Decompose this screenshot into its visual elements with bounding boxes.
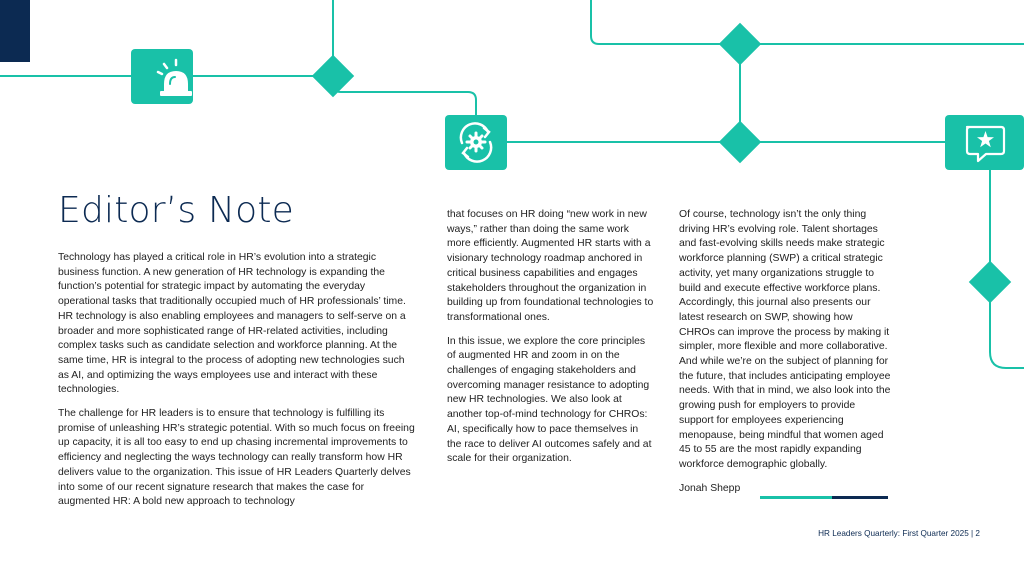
diamond-node	[719, 23, 761, 65]
signature: Jonah Shepp	[679, 482, 741, 494]
paragraph: Technology has played a critical role in HR’s evolution into a strategic business function. A new generation of HR technology is expanding the function’s potential for strategic impact by automating the everyday operational tasks that traditionally occupied much of HR professionals’ time. HR technology is also enabling employees and managers to self-serve on a broader and more sophisticated range of HR-related activities, including complex tasks such as candidate selection and workforce planning. At the same time, HR is integral to the process of adopting new technologies such as AI, and optimizing the ways employees use and interact with these technologies.	[58, 252, 406, 396]
page-title: Editor’s Note	[58, 190, 295, 231]
signature-accent-bar	[760, 496, 888, 499]
corner-accent-block	[0, 0, 30, 62]
paragraph: In this issue, we explore the core principles of augmented HR and zoom in on the challenges of engaging stakeholders and overcoming manager resistance to adopting new HR technologies. We also look at another top-of-mind technology for CHROs: AI, specifically how to pace themselves in the race to deliver AI outcomes safely and at scale for their organization.	[447, 335, 652, 465]
text-column-3	[679, 208, 891, 505]
page-footer: HR Leaders Quarterly: First Quarter 2025 | 2	[818, 529, 980, 538]
diamond-node	[719, 121, 761, 163]
text-column-1	[58, 251, 418, 519]
paragraph: The challenge for HR leaders is to ensure that technology is fulfilling its promise of unleashing HR’s strategic potential. With so much focus on freeing up capacity, it is all too easy to end up chasing incremental improvements to efficiency and neglecting the ways technology can really transform how HR delivers value to the organization. This issue of HR Leaders Quarterly delves into some of our recent signature research that makes the case for augmented HR: A bold new approach to technology	[58, 408, 415, 508]
network-line	[990, 142, 1024, 368]
paragraph: that focuses on HR doing “new work in new ways,” rather than doing the same work more efficiently. Augmented HR starts with a visionary technology roadmap anchored in critical business capabilities and engages stakeholders throughout the organization in building up from foundational technologies to transformational ones.	[447, 209, 654, 323]
paragraph: Of course, technology isn’t the only thing driving HR’s evolving role. Talent shortages and fast-evolving skills needs make strategic workforce planning (SWP) a critical strategic activity, yet many organizations struggle to build and execute effective workforce plans. Accordingly, this journal also presents our latest research on SWP, showing how CHROs can improve the process by making it simpler, more flexible and more collaborative. And while we’re on the subject of planning for the future, that includes anticipating employee needs. With that in mind, we also look into the growing push for employers to provide support for employees experiencing menopause, being mindful that women aged 45 to 55 are the most rapidly expanding workforce demographic globally.	[679, 209, 891, 470]
network-line	[591, 0, 1024, 44]
diamond-node	[969, 261, 1011, 303]
text-column-2	[447, 208, 655, 476]
diamond-node	[312, 55, 354, 97]
